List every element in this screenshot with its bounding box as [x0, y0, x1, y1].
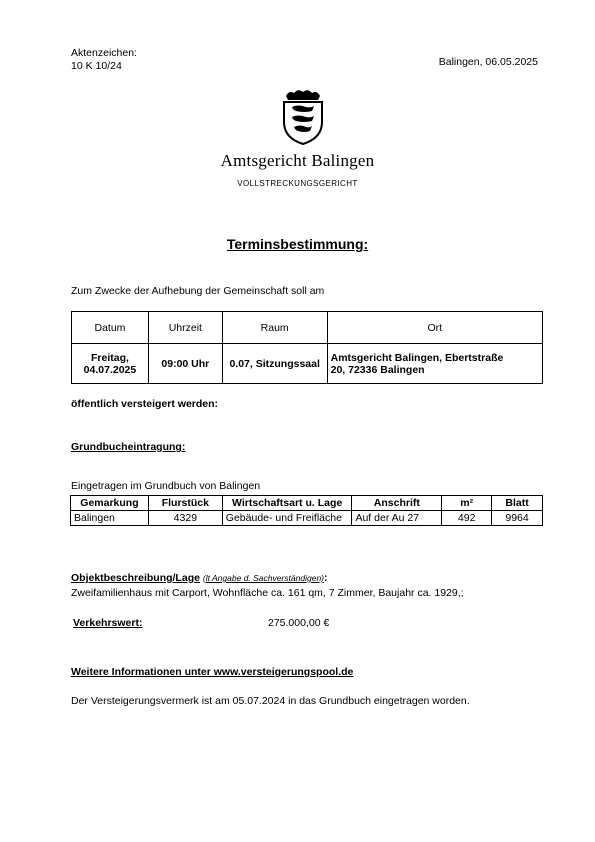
- cell-flaeche: 492: [442, 511, 492, 526]
- department: VOLLSTRECKUNGSGERICHT: [237, 179, 358, 188]
- cell-blatt: 9964: [492, 511, 543, 526]
- grundbuch-header-row: [71, 496, 543, 511]
- header-flaeche: m²: [442, 496, 492, 511]
- termin-ort: Amtsgericht Balingen, Ebertstraße 20, 72336 Balingen: [327, 344, 542, 384]
- info-link-text: Weitere Informationen unter www.versteigerungspool.de: [71, 666, 354, 678]
- cell-anschrift: Auf der Au 27: [352, 511, 442, 526]
- aktenzeichen-label: Aktenzeichen:: [71, 47, 137, 59]
- table-row: [71, 511, 543, 526]
- verkehrswert-value: 275.000,00 €: [268, 617, 330, 629]
- header-ort: Ort: [327, 312, 542, 344]
- grundbuch-eingetragen: Eingetragen im Grundbuch von Balingen: [71, 480, 261, 492]
- intro-text: Zum Zwecke der Aufhebung der Gemeinschaft soll am: [71, 285, 325, 297]
- document-title: Terminsbestimmung:: [226, 236, 369, 252]
- aktenzeichen-block: [71, 47, 137, 73]
- termin-datum: Freitag, 04.07.2025: [72, 344, 149, 384]
- header-wirtschaftsart: Wirtschaftsart u. Lage: [222, 496, 352, 511]
- header-flurstueck: Flurstück: [148, 496, 222, 511]
- termin-table: [71, 311, 543, 384]
- verkehrswert-label: Verkehrswert:: [73, 617, 143, 629]
- grundbuch-table: [70, 495, 543, 526]
- objekt-colon: :: [324, 572, 328, 584]
- objekt-heading-label: Objektbeschreibung/Lage: [71, 572, 200, 584]
- header-datum: Datum: [72, 312, 149, 344]
- place-date: Balingen, 06.05.2025: [438, 56, 538, 68]
- objekt-text: Zweifamilienhaus mit Carport, Wohnfläche ca. 161 qm, 7 Zimmer, Baujahr ca. 1929,;: [71, 587, 464, 599]
- header-uhrzeit: Uhrzeit: [148, 312, 222, 344]
- termin-uhrzeit: 09:00 Uhr: [148, 344, 222, 384]
- cell-gemarkung: Balingen: [71, 511, 149, 526]
- objekt-note: (lt Angabe d. Sachverständigen): [202, 573, 324, 583]
- cell-wirtschaftsart: Gebäude- und Freifläche: [222, 511, 352, 526]
- aktenzeichen-value: 10 K 10/24: [71, 60, 122, 72]
- cell-flurstueck: 4329: [148, 511, 222, 526]
- header-raum: Raum: [222, 312, 327, 344]
- header-gemarkung: Gemarkung: [71, 496, 149, 511]
- court-name: Amtsgericht Balingen: [220, 151, 375, 170]
- objekt-heading: [71, 572, 328, 584]
- termin-header-row: [72, 312, 543, 344]
- header-blatt: Blatt: [492, 496, 543, 511]
- grundbuch-heading: Grundbucheintragung:: [71, 441, 186, 453]
- coat-of-arms-icon: [278, 86, 328, 146]
- notice-text: Der Versteigerungsvermerk ist am 05.07.2024 in das Grundbuch eingetragen worden.: [71, 695, 470, 707]
- termin-raum: 0.07, Sitzungssaal: [222, 344, 327, 384]
- termin-row: [72, 344, 543, 384]
- versteigert-text: öffentlich versteigert werden:: [71, 398, 219, 410]
- header-anschrift: Anschrift: [352, 496, 442, 511]
